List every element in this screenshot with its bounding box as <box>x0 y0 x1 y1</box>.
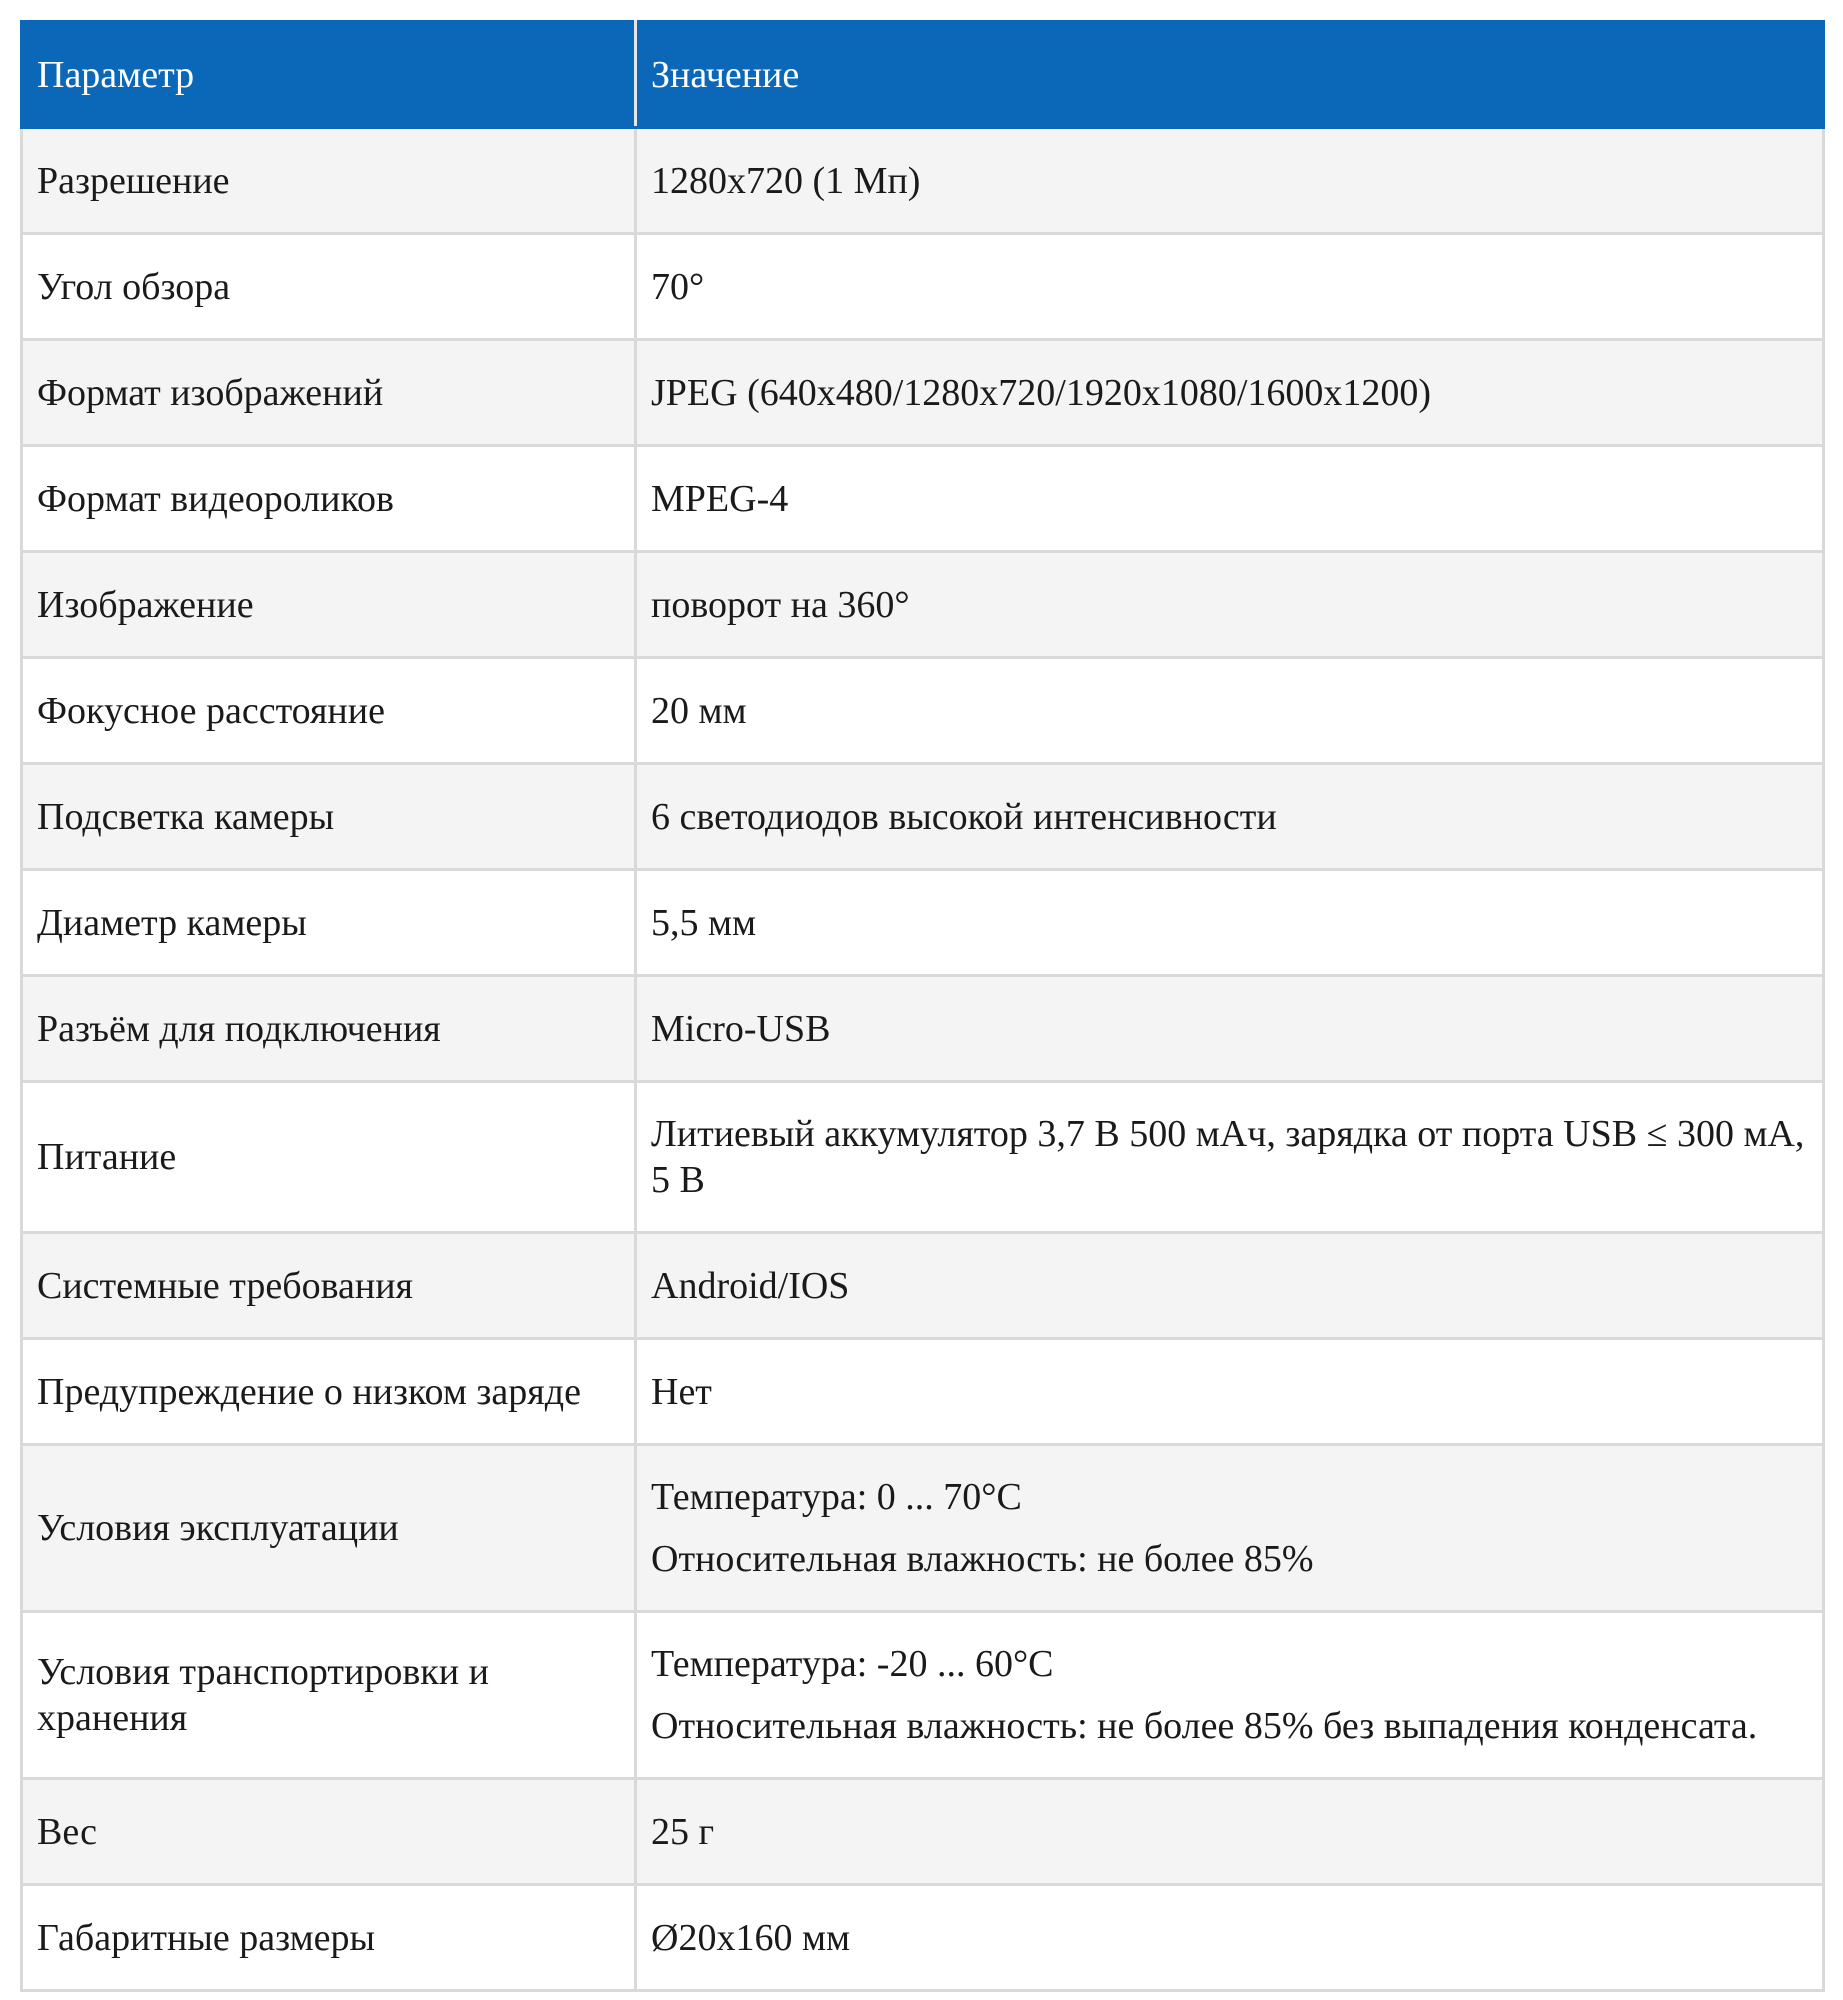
table-row <box>22 1233 1824 1339</box>
value-cell <box>636 340 1824 446</box>
table-row <box>22 658 1824 764</box>
value-line: MPEG-4 <box>651 477 789 520</box>
value-line: 5,5 мм <box>651 901 757 944</box>
param-cell: Вес <box>22 1779 636 1885</box>
table-row <box>22 870 1824 976</box>
table-row <box>22 1339 1824 1445</box>
value-cell <box>636 128 1824 234</box>
table-row <box>22 764 1824 870</box>
value-cell <box>636 1082 1824 1233</box>
value-line: Относительная влажность: не более 85% без выпадения конденсата. <box>651 1705 1758 1747</box>
param-cell: Изображение <box>22 552 636 658</box>
value-line: Относительная влажность: не более 85% <box>651 1538 1314 1580</box>
param-cell: Питание <box>22 1082 636 1233</box>
table-row <box>22 1445 1824 1612</box>
value-cell <box>636 552 1824 658</box>
table-row <box>22 234 1824 340</box>
table-row <box>22 552 1824 658</box>
value-line: 25 г <box>651 1810 715 1853</box>
value-line: Литиевый аккумулятор 3,7 В 500 мАч, зарядка от порта USB ≤ 300 мА, 5 В <box>651 1113 1805 1201</box>
table-row <box>22 340 1824 446</box>
value-line: 20 мм <box>651 689 747 732</box>
value-line: 70° <box>651 265 705 308</box>
value-line: JPEG (640x480/1280x720/1920x1080/1600x1200) <box>651 371 1432 414</box>
value-cell <box>636 1445 1824 1612</box>
table-row <box>22 1885 1824 1991</box>
value-line: 1280х720 (1 Мп) <box>651 159 921 202</box>
param-cell: Условия транспортировки и хранения <box>22 1612 636 1779</box>
param-cell: Формат видеороликов <box>22 446 636 552</box>
table-row <box>22 1612 1824 1779</box>
param-cell: Угол обзора <box>22 234 636 340</box>
value-cell <box>636 446 1824 552</box>
param-cell: Формат изображений <box>22 340 636 446</box>
column-header-param: Параметр <box>22 22 636 128</box>
param-cell: Системные требования <box>22 1233 636 1339</box>
value-line: Ø20x160 мм <box>651 1916 851 1959</box>
table-header-row <box>22 22 1824 128</box>
param-cell: Разрешение <box>22 128 636 234</box>
value-cell <box>636 1779 1824 1885</box>
column-header-value: Значение <box>636 22 1824 128</box>
value-cell <box>636 1885 1824 1991</box>
param-cell: Разъём для подключения <box>22 976 636 1082</box>
value-line: Нет <box>651 1370 712 1413</box>
table-row <box>22 1779 1824 1885</box>
table-row <box>22 1082 1824 1233</box>
param-cell: Фокусное расстояние <box>22 658 636 764</box>
value-line: поворот на 360° <box>651 583 910 626</box>
param-cell: Предупреждение о низком заряде <box>22 1339 636 1445</box>
value-line: Android/IOS <box>651 1264 850 1307</box>
param-cell: Подсветка камеры <box>22 764 636 870</box>
value-line: Температура: -20 ... 60°С <box>651 1643 1054 1685</box>
value-cell <box>636 764 1824 870</box>
param-cell: Условия эксплуатации <box>22 1445 636 1612</box>
value-cell <box>636 1612 1824 1779</box>
value-cell <box>636 658 1824 764</box>
table-row <box>22 446 1824 552</box>
value-cell <box>636 976 1824 1082</box>
value-cell <box>636 1233 1824 1339</box>
value-line: Micro-USB <box>651 1007 831 1050</box>
value-line: Температура: 0 ... 70°С <box>651 1476 1022 1518</box>
table-row <box>22 128 1824 234</box>
param-cell: Диаметр камеры <box>22 870 636 976</box>
spec-table <box>20 20 1825 1992</box>
value-cell <box>636 870 1824 976</box>
value-line: 6 светодиодов высокой интенсивности <box>651 795 1277 838</box>
param-cell: Габаритные размеры <box>22 1885 636 1991</box>
value-cell <box>636 1339 1824 1445</box>
table-row <box>22 976 1824 1082</box>
value-cell <box>636 234 1824 340</box>
